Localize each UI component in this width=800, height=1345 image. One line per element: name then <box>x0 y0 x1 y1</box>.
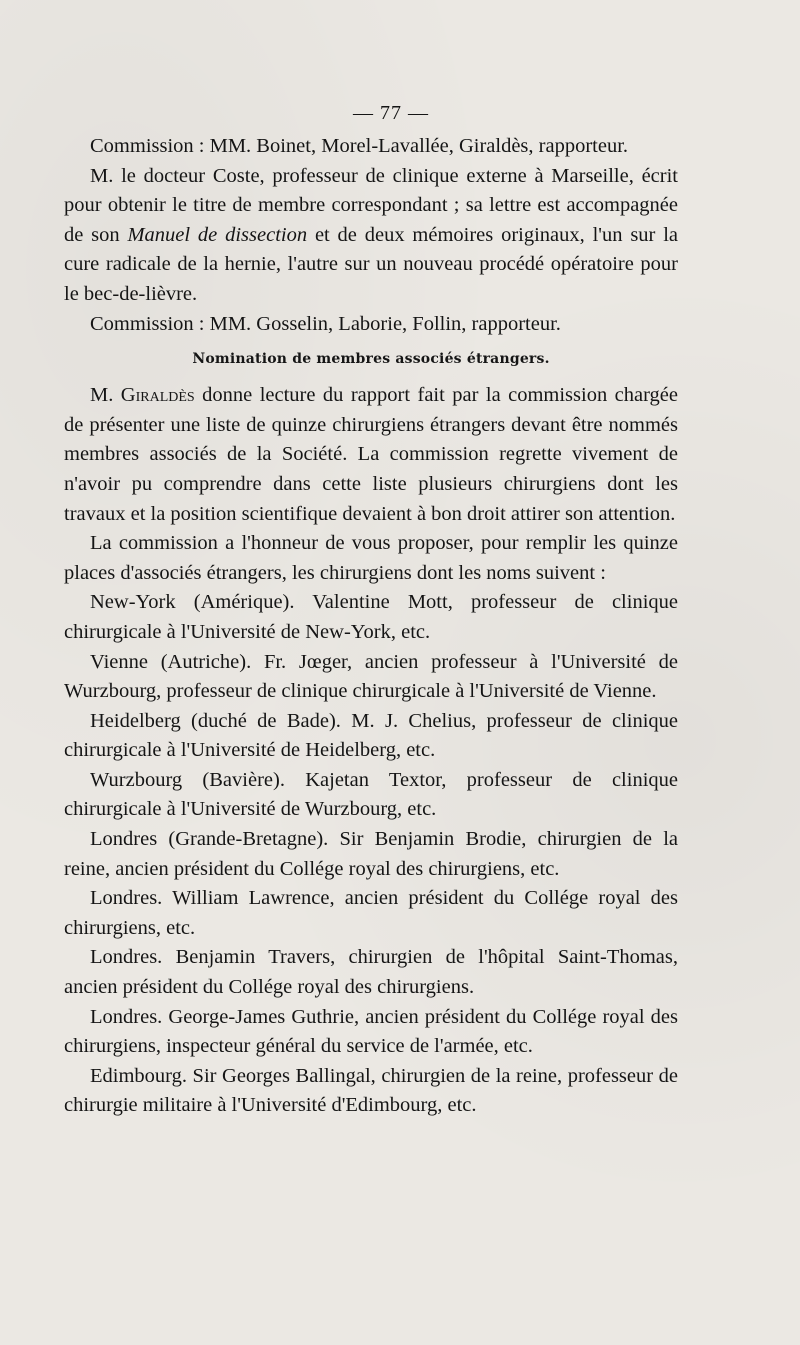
paragraph-edimbourg: Edimbourg. Sir Georges Ballingal, chirurgien de la reine, professeur de chirurgie militaire à l'Université d'Edimbourg, etc. <box>64 1064 678 1117</box>
paragraph-new-york: New-York (Amérique). Valentine Mott, professeur de clinique chirurgicale à l'Université de New-York, etc. <box>64 591 678 643</box>
giraldes-prefix: M. <box>90 384 121 407</box>
paragraph-commission-boinet: Commission : MM. Boinet, Morel-Lavallée, Giraldès, rapporteur. <box>90 135 629 157</box>
coste-text-start: M. le docteur Coste, professeur de clinique externe à Marseille, écrit pour obtenir le titre de membre correspondant ; sa lettre est accompagnée de son <box>64 164 678 246</box>
section-heading: Nomination de membres associés étrangers. <box>192 351 550 368</box>
paragraph-wurzbourg: Wurzbourg (Bavière). Kajetan Textor, professeur de clinique chirurgicale à l'Université de Wurzbourg, etc. <box>64 768 678 821</box>
giraldes-text: donne lecture du rapport fait par la commission chargée de présenter une liste de quinze chirurgiens étrangers devant être nommés membres associés de la Société. La commission regrette vivement de n'avoir pu comprendre dans cette liste plusieurs chirurgiens dont les travaux et la position scientifique devaient à bon droit attirer son attention. <box>64 384 678 525</box>
paragraph-londres-travers: Londres. Benjamin Travers, chirurgien de l'hôpital Saint-Thomas, ancien président du Collége royal des chirurgiens. <box>64 946 678 999</box>
paragraph-commission-proposal: La commission a l'honneur de vous proposer, pour remplir les quinze places d'associés étrangers, les chirurgiens dont les noms suivent : <box>64 532 678 584</box>
page-text-block <box>64 98 678 1121</box>
paragraph-heidelberg: Heidelberg (duché de Bade). M. J. Chelius, professeur de clinique chirurgicale à l'Université de Heidelberg, etc. <box>64 709 678 762</box>
manual-title-italic: Manuel de dissection <box>127 223 308 246</box>
paragraph-giraldes-report <box>64 381 678 529</box>
paragraph-londres-lawrence: Londres. William Lawrence, ancien président du Collége royal des chirurgiens, etc. <box>64 887 678 939</box>
paragraph-coste-letter <box>64 162 678 310</box>
paragraph-londres-brodie: Londres (Grande-Bretagne). Sir Benjamin Brodie, chirurgien de la reine, ancien président du Collége royal des chirurgiens, etc. <box>64 828 678 880</box>
paragraph-vienne: Vienne (Autriche). Fr. Jœger, ancien professeur à l'Université de Wurzbourg, professeur de clinique chirurgicale à l'Université de Vienne. <box>64 650 678 703</box>
paragraph-commission-gosselin: Commission : MM. Gosselin, Laborie, Follin, rapporteur. <box>90 312 561 335</box>
giraldes-name: Giraldès <box>120 384 195 407</box>
coste-text-end: et de deux mémoires originaux, l'un sur la cure radicale de la hernie, l'autre sur un nouveau procédé opératoire pour le bec-de-lièvre. <box>64 223 678 305</box>
page-number: — 77 — <box>353 102 429 124</box>
paragraph-londres-guthrie: Londres. George-James Guthrie, ancien président du Collége royal des chirurgiens, inspecteur général du service de l'armée, etc. <box>64 1005 678 1058</box>
